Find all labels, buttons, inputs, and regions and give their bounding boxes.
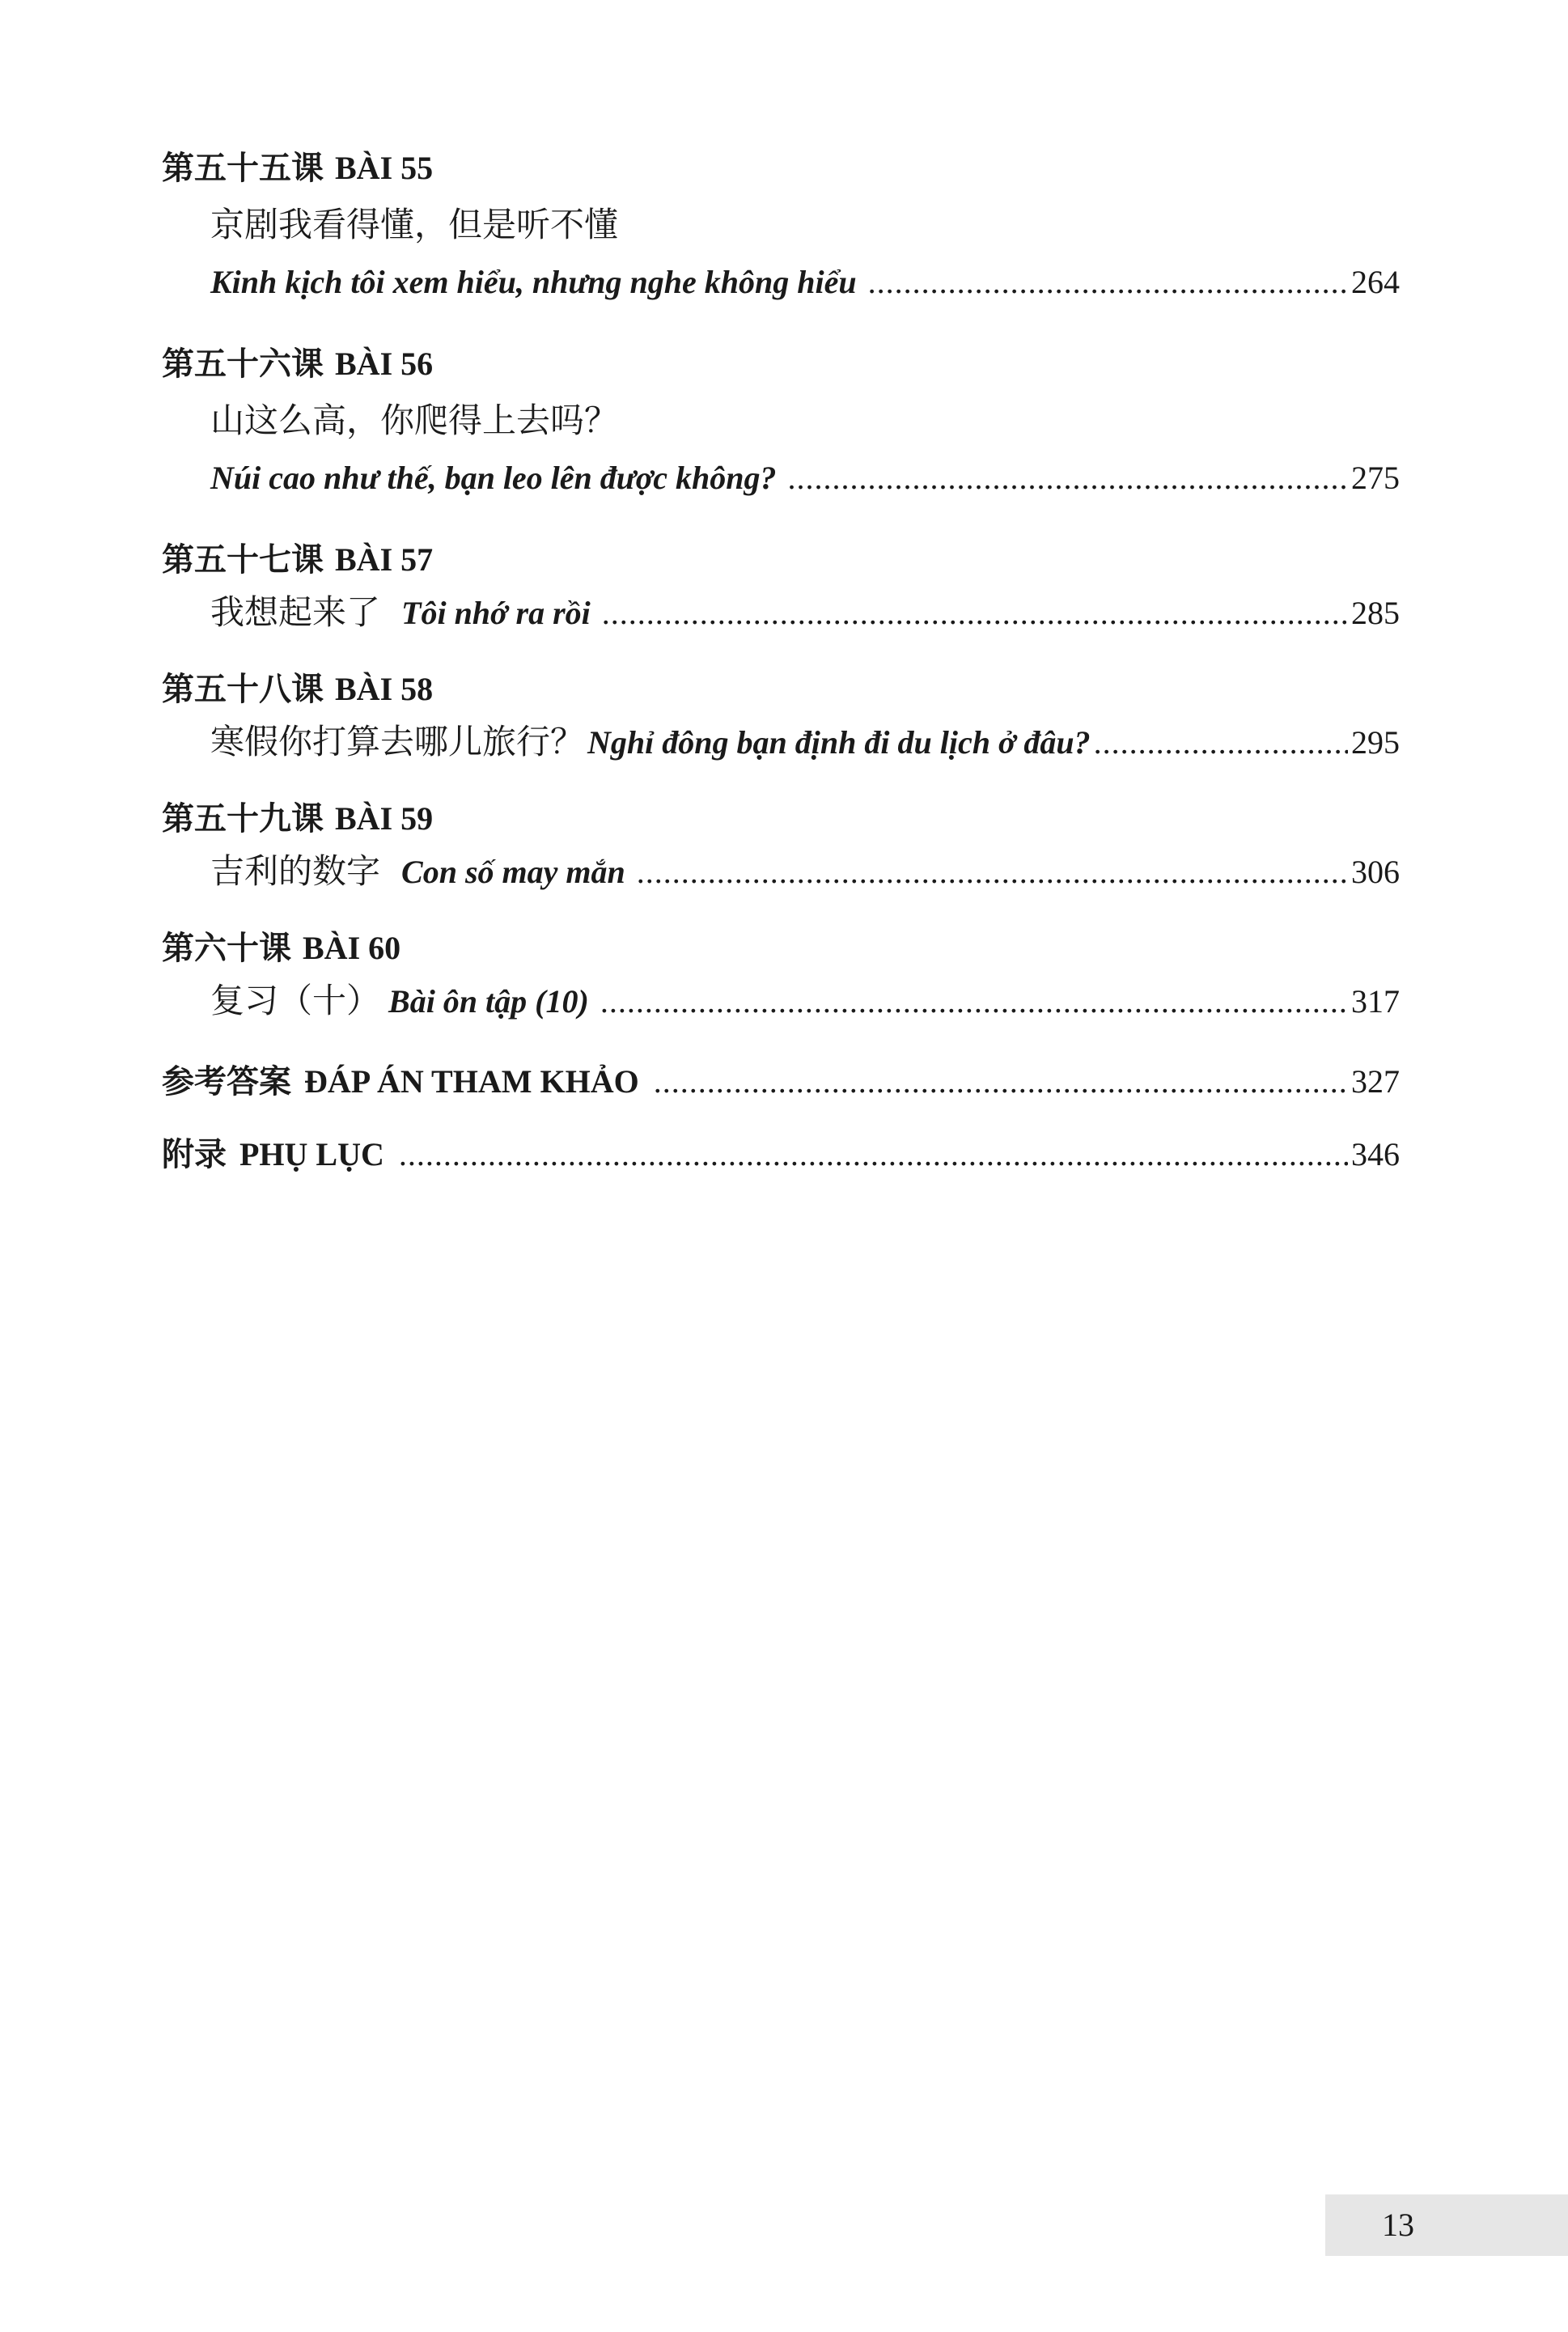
page-ref: 295	[1351, 724, 1400, 761]
page-ref: 317	[1351, 983, 1400, 1020]
lesson-heading-zh: 第五十九课	[162, 800, 324, 837]
toc-line	[210, 450, 1400, 507]
dot-leader	[1094, 714, 1348, 771]
lesson-title-zh: 山这么高，你爬得上去吗？	[210, 401, 619, 440]
lesson-title-vi: Con số may mắn	[401, 854, 625, 890]
toc-line	[210, 254, 1400, 311]
lesson-heading-bai: BÀI 55	[335, 150, 434, 186]
lesson-heading	[162, 924, 1400, 973]
toc-entry-lesson-59[interactable]	[162, 795, 1400, 900]
page-ref: 346	[1351, 1136, 1400, 1172]
lesson-title-zh: 复习（十）	[210, 981, 381, 1020]
toc-entry-lesson-55[interactable]	[162, 144, 1400, 311]
toc-entry-lesson-57[interactable]	[162, 536, 1400, 641]
dot-leader	[654, 1054, 1348, 1110]
page-ref: 285	[1351, 595, 1400, 631]
lesson-title-zh: 我想起来了	[210, 592, 381, 632]
dot-leader	[787, 450, 1348, 507]
toc-entry-lesson-60[interactable]	[162, 924, 1400, 1029]
lesson-title-vi: Tôi nhớ ra rồi	[401, 595, 591, 631]
dot-leader	[399, 1126, 1348, 1183]
lesson-heading-zh: 第五十五课	[162, 150, 324, 187]
lesson-heading-bai: BÀI 56	[335, 346, 434, 382]
lesson-heading-bai: BÀI 57	[335, 541, 434, 578]
lesson-heading	[162, 795, 1400, 843]
dot-leader	[600, 973, 1348, 1030]
lesson-title-vi: Bài ôn tập (10)	[388, 983, 589, 1020]
lesson-title-zh: 吉利的数字	[210, 851, 381, 891]
lesson-heading-bai: BÀI 58	[335, 671, 434, 707]
appendix-label-vi: PHỤ LỤC	[239, 1136, 384, 1172]
lesson-title-zh: 寒假你打算去哪儿旅行？	[210, 722, 585, 761]
page-number: 13	[1382, 2207, 1414, 2243]
page-ref: 327	[1351, 1063, 1400, 1100]
toc-line	[210, 843, 1400, 900]
toc-entry-lesson-56[interactable]	[162, 340, 1400, 507]
answers-label-vi: ĐÁP ÁN THAM KHẢO	[304, 1063, 639, 1100]
lesson-heading-zh: 第六十课	[162, 930, 291, 967]
lesson-heading-zh: 第五十六课	[162, 346, 324, 383]
appendix-label-zh: 附录	[162, 1136, 227, 1173]
answers-label-zh: 参考答案	[162, 1063, 291, 1100]
lesson-heading	[162, 340, 1400, 388]
page-ref: 275	[1351, 460, 1400, 496]
table-of-contents	[162, 144, 1400, 1183]
toc-entry-appendix[interactable]	[162, 1126, 1400, 1183]
page-ref: 306	[1351, 854, 1400, 890]
toc-line	[210, 973, 1400, 1029]
lesson-heading	[162, 665, 1400, 714]
dot-leader	[637, 844, 1348, 901]
lesson-heading-zh: 第五十七课	[162, 541, 324, 579]
page-number-tab	[1325, 2194, 1568, 2256]
lesson-title-vi: Nghỉ đông bạn định đi du lịch ở đâu?	[587, 724, 1091, 761]
toc-entry-answers[interactable]	[162, 1054, 1400, 1110]
dot-leader	[868, 254, 1348, 311]
toc-line	[210, 584, 1400, 641]
toc-entry-lesson-58[interactable]	[162, 665, 1400, 770]
toc-line	[210, 714, 1400, 770]
dot-leader	[602, 585, 1348, 642]
lesson-title-vi: Núi cao như thế, bạn leo lên được không?	[210, 460, 777, 496]
lesson-title-vi: Kinh kịch tôi xem hiểu, nhưng nghe không hiểu	[210, 264, 857, 300]
page-ref: 264	[1351, 264, 1400, 300]
lesson-title-zh: 京剧我看得懂，但是听不懂	[210, 205, 619, 244]
lesson-heading	[162, 144, 1400, 193]
lesson-heading-bai: BÀI 59	[335, 800, 434, 837]
lesson-heading	[162, 536, 1400, 584]
lesson-heading-zh: 第五十八课	[162, 671, 324, 708]
lesson-heading-bai: BÀI 60	[303, 930, 401, 966]
